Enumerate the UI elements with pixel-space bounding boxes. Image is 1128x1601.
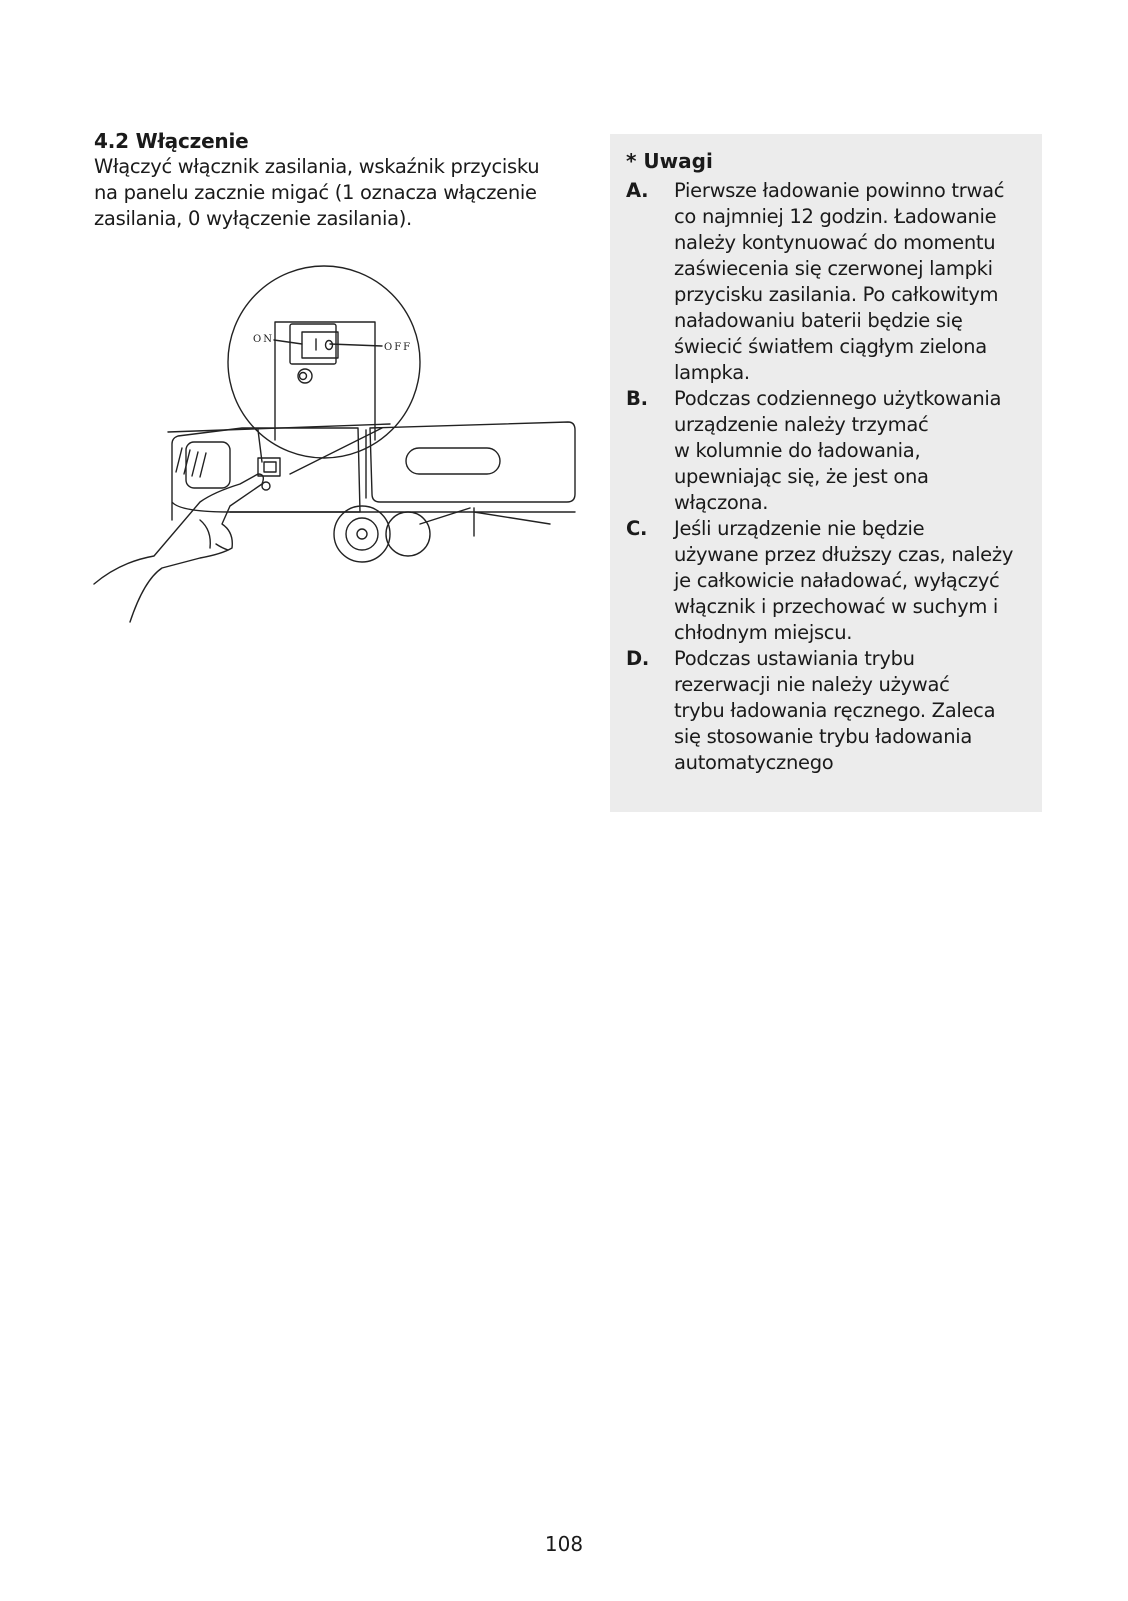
- notes-box: [610, 134, 1042, 812]
- note-line: lampka.: [674, 361, 750, 384]
- note-line: przycisku zasilania. Po całkowitym: [674, 283, 999, 306]
- note-line: Podczas ustawiania trybu: [674, 647, 915, 670]
- note-letter: B.: [626, 387, 648, 410]
- note-line: naładowaniu baterii będzie się: [674, 309, 963, 332]
- page-number: 108: [544, 1532, 584, 1556]
- note-line: rezerwacji nie należy używać: [674, 673, 950, 696]
- hand-drawing: [94, 474, 263, 622]
- note-line: używane przez dłuższy czas, należy: [674, 543, 1014, 566]
- note-line: się stosowanie trybu ładowania: [674, 725, 973, 748]
- note-line: je całkowicie naładować, wyłączyć: [674, 569, 1000, 592]
- note-line: co najmniej 12 godzin. Ładowanie: [674, 205, 997, 228]
- dock-vent-grille: [176, 448, 206, 477]
- switch-off-label: OFF: [384, 342, 413, 353]
- note-letter: C.: [626, 517, 648, 540]
- note-text: [674, 646, 1028, 776]
- note-line: trybu ładowania ręcznego. Zaleca: [674, 699, 996, 722]
- note-letter: D.: [626, 647, 649, 670]
- section-body: [94, 154, 574, 232]
- robot-front-window: [406, 448, 500, 474]
- note-line: automatycznego: [674, 751, 834, 774]
- section-title: 4.2 Włączenie: [94, 129, 249, 153]
- note-line: Jeśli urządzenie nie będzie: [674, 517, 925, 540]
- switch-on-label: ON: [253, 334, 274, 345]
- note-line: włączona.: [674, 491, 769, 514]
- note-line: chłodnym miejscu.: [674, 621, 853, 644]
- note-line: Pierwsze ładowanie powinno trwać: [674, 179, 1005, 202]
- note-line: Podczas codziennego użytkowania: [674, 387, 1002, 410]
- note-line: w kolumnie do ładowania,: [674, 439, 921, 462]
- note-line: urządzenie należy trzymać: [674, 413, 929, 436]
- body-line: zasilania, 0 wyłączenie zasilania).: [94, 207, 412, 230]
- note-line: włącznik i przechować w suchym i: [674, 595, 999, 618]
- note-line: upewniając się, że jest ona: [674, 465, 929, 488]
- body-line: na panelu zacznie migać (1 oznacza włączenie: [94, 181, 537, 204]
- note-item: [626, 178, 1028, 386]
- body-line: Włączyć włącznik zasilania, wskaźnik przycisku: [94, 155, 540, 178]
- note-letter: A.: [626, 179, 649, 202]
- note-item: [626, 646, 1028, 776]
- note-item: [626, 516, 1028, 646]
- power-on-section: [94, 128, 574, 232]
- note-text: [674, 516, 1028, 646]
- power-switch-illustration: [90, 262, 590, 642]
- note-text: [674, 178, 1028, 386]
- note-line: świecić światłem ciągłym zielona: [674, 335, 987, 358]
- note-line: należy kontynuować do momentu: [674, 231, 996, 254]
- note-item: [626, 386, 1028, 516]
- robot-wheel: [334, 506, 390, 562]
- notes-title: * Uwagi: [626, 149, 713, 173]
- note-line: zaświecenia się czerwonej lampki: [674, 257, 993, 280]
- note-text: [674, 386, 1028, 516]
